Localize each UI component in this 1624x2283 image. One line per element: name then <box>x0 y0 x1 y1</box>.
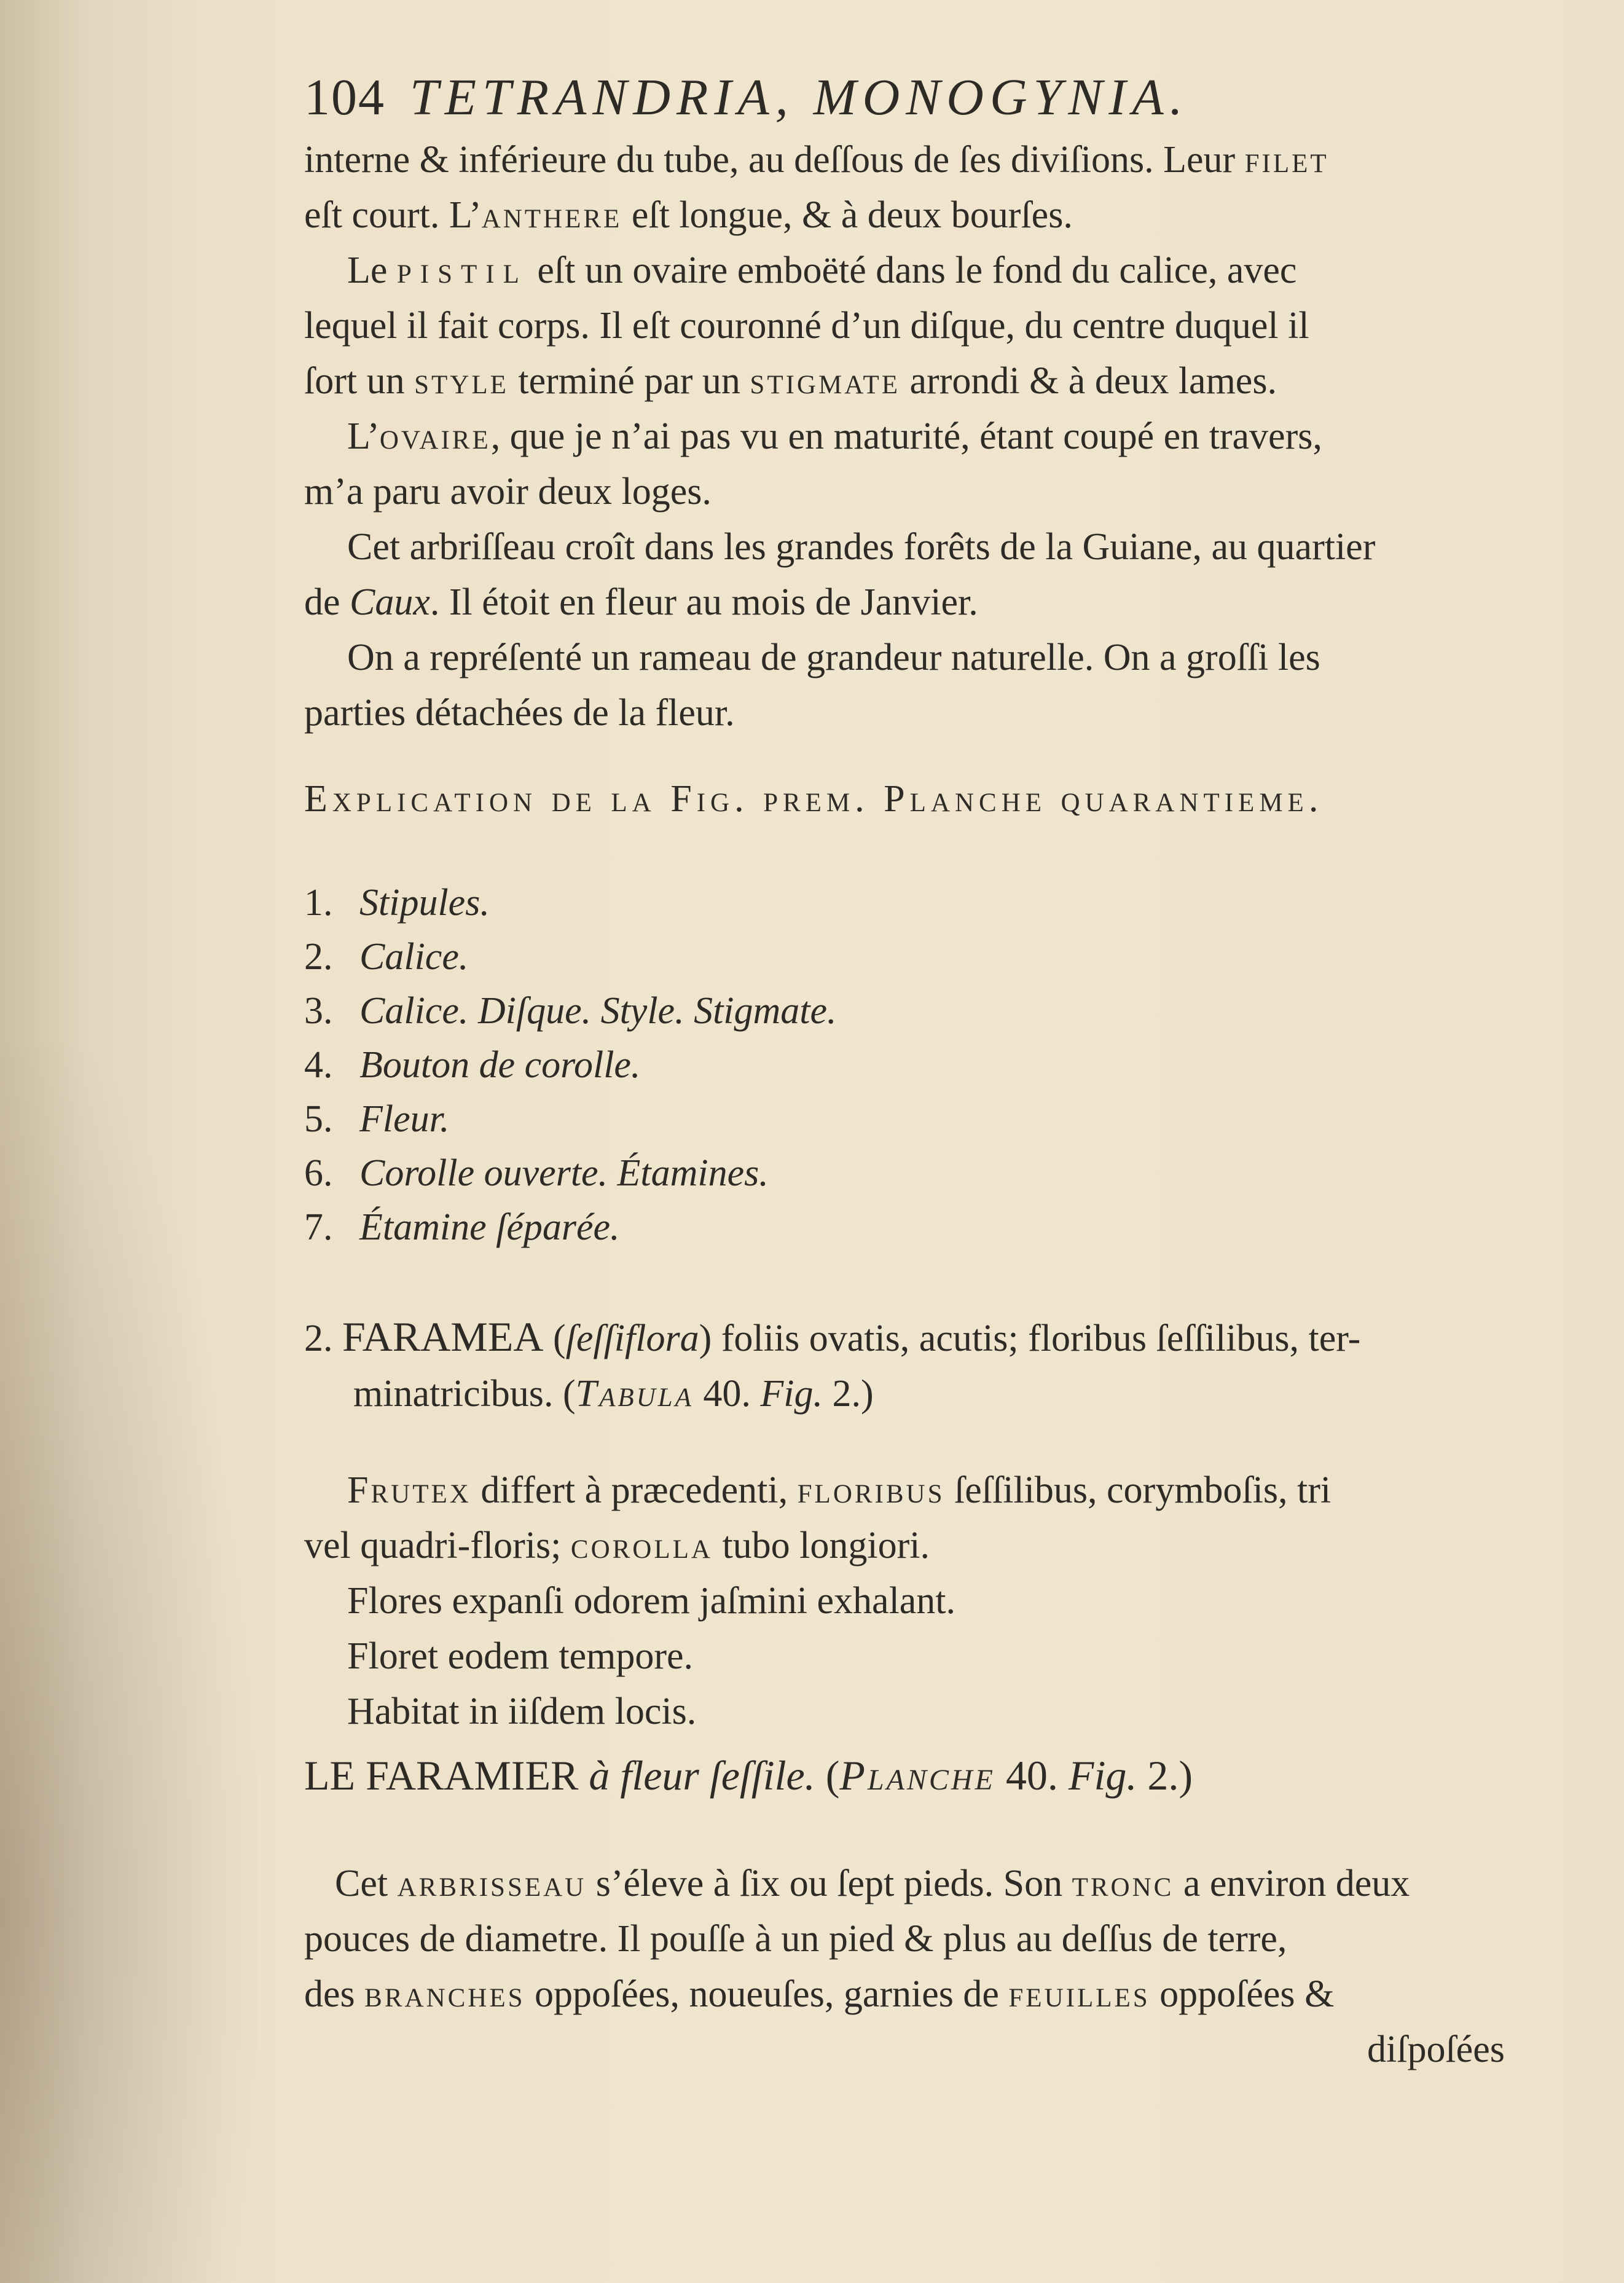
running-title: TETRANDRIA, MONOGYNIA. <box>410 69 1189 126</box>
small-caps-term: style <box>414 360 509 402</box>
page-shadow <box>0 1045 258 2283</box>
species-entry <box>304 1309 1360 1421</box>
item-number: 1. <box>304 882 333 924</box>
item-text: Fleur. <box>359 1098 450 1140</box>
text-run: ( <box>815 1752 840 1799</box>
text-line: Floret eodem tempore. <box>347 1635 693 1677</box>
list-item <box>304 1146 837 1200</box>
paragraph-1 <box>304 132 1329 243</box>
text-run: eſt un ovaire emboëté dans le fond du calice, avec <box>527 250 1297 291</box>
catchword: diſpoſées <box>1367 2029 1505 2070</box>
latin-description <box>304 1463 1331 1739</box>
running-header <box>304 68 1189 127</box>
text-run: s’éleve à ſix ou ſept pieds. Son <box>586 1863 1072 1904</box>
item-number: 7. <box>304 1206 333 1248</box>
text-line: pouces de diametre. Il pouſſe à un pied & plus au deſſus de terre, <box>304 1918 1287 1960</box>
small-caps-term: Tabula <box>575 1373 694 1415</box>
species-epithet: ſeſſiflora <box>565 1318 699 1359</box>
text-run: vel quadri-floris; <box>304 1525 571 1566</box>
paragraph-3 <box>304 409 1322 519</box>
list-item <box>304 1200 837 1254</box>
text-line <box>304 575 1375 630</box>
text-run: de <box>304 581 350 623</box>
text-run: Cet <box>335 1863 398 1904</box>
small-caps-term: tronc <box>1072 1863 1174 1904</box>
item-text: Corolle ouverte. Étamines. <box>359 1152 769 1194</box>
text-run: 2.) <box>1137 1752 1193 1799</box>
text-run: eſt court. L’ <box>304 194 482 236</box>
text-run: terminé par un <box>508 360 750 402</box>
small-caps-term: corolla <box>570 1525 713 1566</box>
genus-name: FARAMEA <box>342 1313 544 1360</box>
page-number: 104 <box>304 69 385 126</box>
text-line <box>304 1856 1505 1911</box>
list-item <box>304 1092 837 1146</box>
item-number: 3. <box>304 990 333 1032</box>
small-caps-term: Frutex <box>347 1469 471 1511</box>
small-caps-term: anthere <box>481 194 622 236</box>
small-caps-term: pistil <box>396 250 528 291</box>
text-line: Habitat in iiſdem locis. <box>347 1691 697 1732</box>
text-line: Flores expanſi odorem jaſmini exhalant. <box>347 1580 956 1622</box>
text-run: , que je n’ai pas vu en maturité, étant coupé en travers, <box>490 415 1322 457</box>
french-description <box>304 1856 1505 2077</box>
list-item <box>304 876 837 930</box>
item-number: 4. <box>304 1044 333 1086</box>
text-line <box>304 132 1329 187</box>
text-line <box>304 1967 1505 2022</box>
text-run: L’ <box>347 415 380 457</box>
item-number: 5. <box>304 1098 333 1140</box>
small-caps-term: feuilles <box>1008 1973 1150 2015</box>
item-text: Bouton de corolle. <box>359 1044 641 1086</box>
list-item <box>304 984 837 1038</box>
text-line <box>304 409 1322 464</box>
item-text: Calice. Diſque. Style. Stigmate. <box>359 990 837 1032</box>
text-run: a environ deux <box>1174 1863 1410 1904</box>
text-run: des <box>304 1973 365 2015</box>
italic-term: à fleur ſeſſile. <box>589 1752 815 1799</box>
text-line: lequel il fait corps. Il eſt couronné d’un diſque, du centre duquel il <box>304 305 1309 347</box>
text-run: ſort un <box>304 360 415 402</box>
text-run: tubo longiori. <box>712 1525 930 1566</box>
text-run: minatricibus. ( <box>353 1373 576 1415</box>
text-line <box>304 353 1309 409</box>
text-run: Le <box>347 250 397 291</box>
text-run: arrondi & à deux lames. <box>900 360 1277 402</box>
text-line: 2. FARAMEA (ſeſſiflora) foliis ovatis, acutis; floribus ſeſſilibus, ter- <box>304 1313 1361 1360</box>
text-line: Cet arbriſſeau croît dans les grandes forêts de la Guiane, au quartier <box>347 526 1376 568</box>
text-run: 40. <box>693 1373 761 1415</box>
text-line <box>304 1463 1331 1518</box>
italic-place-name: Caux <box>350 581 430 623</box>
text-run: oppoſées, noueuſes, garnies de <box>525 1973 1009 2015</box>
explication-list <box>304 876 837 1254</box>
paragraph-2 <box>304 243 1309 409</box>
item-text: Stipules. <box>359 882 490 924</box>
text-run: 2.) <box>822 1373 874 1415</box>
text-run: interne & inférieure du tube, au deſſous de ſes diviſions. Leur <box>304 139 1245 181</box>
small-caps-term: ovaire <box>379 415 491 457</box>
text-run: ) foliis ovatis, acutis; floribus ſeſſilibus, ter- <box>699 1318 1361 1359</box>
paragraph-4 <box>304 519 1375 630</box>
text-line: parties détachées de la fleur. <box>304 692 735 734</box>
species-number: 2. <box>304 1318 333 1359</box>
text-run: ſeſſilibus, corymboſis, tri <box>944 1469 1332 1511</box>
small-caps-term: Planche <box>839 1752 995 1799</box>
text-run: oppoſées & <box>1150 1973 1335 2015</box>
text-line: On a repréſenté un rameau de grandeur naturelle. On a groſſi les <box>347 637 1320 678</box>
item-number: 6. <box>304 1152 333 1194</box>
text-line <box>304 1366 1360 1421</box>
paragraph-5 <box>304 630 1320 741</box>
italic-term: Fig. <box>1068 1752 1137 1799</box>
small-caps-term: floribus <box>797 1469 945 1511</box>
small-caps-term: stigmate <box>750 360 901 402</box>
small-caps-term: filet <box>1244 139 1329 181</box>
item-number: 2. <box>304 936 333 978</box>
small-caps-term: arbrisseau <box>397 1863 587 1904</box>
text-run: . Il étoit en fleur au mois de Janvier. <box>430 581 978 623</box>
text-run: LE FARAMIER <box>304 1752 589 1799</box>
french-title <box>304 1751 1193 1800</box>
small-caps-term: branches <box>364 1973 525 2015</box>
text-run: eſt longue, & à deux bourſes. <box>622 194 1073 236</box>
text-line <box>304 243 1309 298</box>
text-run: 40. <box>995 1752 1069 1799</box>
text-line <box>304 1518 1331 1573</box>
list-item <box>304 930 837 984</box>
text-line: m’a paru avoir deux loges. <box>304 471 712 513</box>
text-line <box>304 187 1329 243</box>
item-text: Étamine ſéparée. <box>359 1206 620 1248</box>
item-text: Calice. <box>359 936 469 978</box>
explication-heading: Explication de la Fig. prem. Planche quarantieme. <box>304 778 1324 820</box>
italic-term: Fig. <box>760 1373 823 1415</box>
list-item <box>304 1038 837 1092</box>
text-run: differt à præcedenti, <box>471 1469 798 1511</box>
